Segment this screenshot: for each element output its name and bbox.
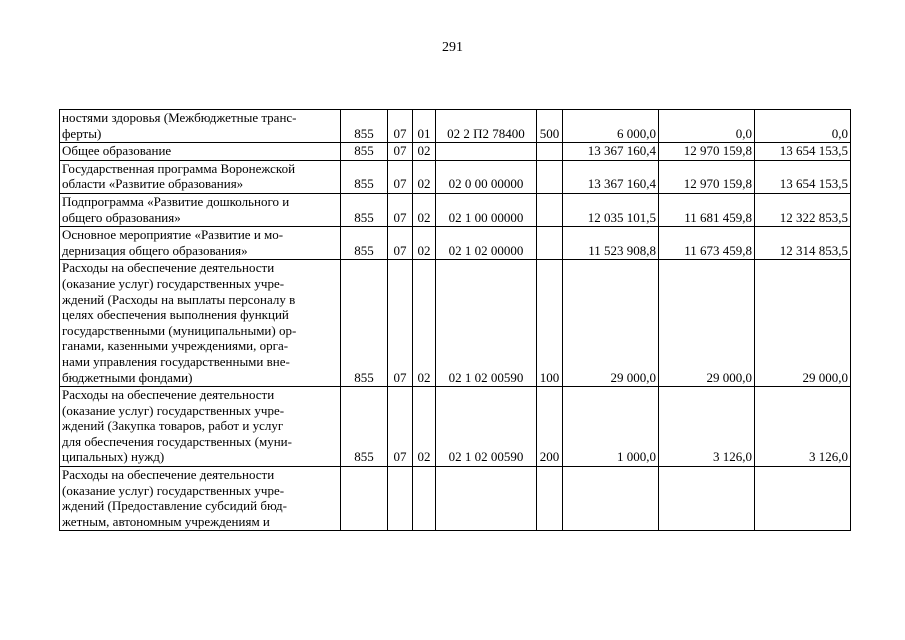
row-target-article: 02 1 02 00590	[436, 387, 537, 467]
row-target-article: 02 2 П2 78400	[436, 110, 537, 143]
row-amount-year-2: 12 970 159,8	[659, 143, 755, 161]
row-grbs-code: 855	[341, 260, 388, 387]
table-row	[60, 387, 851, 467]
row-grbs-code: 855	[341, 193, 388, 226]
row-subsection-code: 02	[413, 387, 436, 467]
row-expense-type	[537, 227, 563, 260]
row-name: ностями здоровья (Межбюджетные транс- ферты)	[60, 110, 341, 143]
row-name: Подпрограмма «Развитие дошкольного и общего образования»	[60, 193, 341, 226]
table-row	[60, 467, 851, 531]
row-amount-year-1: 29 000,0	[563, 260, 659, 387]
row-section-code: 07	[388, 227, 413, 260]
row-amount-year-3: 12 322 853,5	[755, 193, 851, 226]
row-name: Расходы на обеспечение деятельности (оказание услуг) государственных учре- ждений (Расходы на выплаты персоналу в целях обеспечения выполнения функций государственными (муниципальными) ор- ганами, казенными учреждениями, орга- нами управления государственными вне- бюджетными фондами)	[60, 260, 341, 387]
row-subsection-code: 02	[413, 143, 436, 161]
row-expense-type	[537, 193, 563, 226]
row-name: Основное мероприятие «Развитие и мо- дернизация общего образования»	[60, 227, 341, 260]
row-section-code: 07	[388, 110, 413, 143]
row-amount-year-2: 29 000,0	[659, 260, 755, 387]
row-amount-year-1	[563, 467, 659, 531]
budget-table	[59, 109, 851, 531]
row-grbs-code: 855	[341, 110, 388, 143]
row-amount-year-3: 12 314 853,5	[755, 227, 851, 260]
page-number: 291	[442, 40, 463, 55]
row-subsection-code: 02	[413, 160, 436, 193]
row-amount-year-2: 3 126,0	[659, 387, 755, 467]
row-amount-year-1: 1 000,0	[563, 387, 659, 467]
row-target-article: 02 1 02 00000	[436, 227, 537, 260]
row-subsection-code: 02	[413, 227, 436, 260]
table-row	[60, 160, 851, 193]
row-amount-year-3: 13 654 153,5	[755, 160, 851, 193]
row-expense-type	[537, 160, 563, 193]
table-row	[60, 193, 851, 226]
row-name: Расходы на обеспечение деятельности (оказание услуг) государственных учре- ждений (Предоставление субсидий бюд- жетным, автономным учреждениям и	[60, 467, 341, 531]
row-target-article: 02 0 00 00000	[436, 160, 537, 193]
row-section-code: 07	[388, 387, 413, 467]
row-grbs-code	[341, 467, 388, 531]
row-amount-year-1: 13 367 160,4	[563, 160, 659, 193]
row-amount-year-2: 12 970 159,8	[659, 160, 755, 193]
row-amount-year-3: 3 126,0	[755, 387, 851, 467]
row-section-code: 07	[388, 160, 413, 193]
row-section-code	[388, 467, 413, 531]
row-amount-year-3: 0,0	[755, 110, 851, 143]
row-target-article: 02 1 02 00590	[436, 260, 537, 387]
row-target-article: 02 1 00 00000	[436, 193, 537, 226]
row-amount-year-1: 11 523 908,8	[563, 227, 659, 260]
row-expense-type	[537, 143, 563, 161]
row-grbs-code: 855	[341, 387, 388, 467]
row-amount-year-2	[659, 467, 755, 531]
row-name: Государственная программа Воронежской области «Развитие образования»	[60, 160, 341, 193]
row-subsection-code: 02	[413, 260, 436, 387]
table-body	[60, 110, 851, 531]
row-section-code: 07	[388, 193, 413, 226]
row-amount-year-2: 11 681 459,8	[659, 193, 755, 226]
row-subsection-code	[413, 467, 436, 531]
row-subsection-code: 01	[413, 110, 436, 143]
row-amount-year-3: 13 654 153,5	[755, 143, 851, 161]
row-name: Общее образование	[60, 143, 341, 161]
row-name: Расходы на обеспечение деятельности (оказание услуг) государственных учре- ждений (Закупка товаров, работ и услуг для обеспечения государственных (муни- ципальных) нужд)	[60, 387, 341, 467]
row-target-article	[436, 467, 537, 531]
row-grbs-code: 855	[341, 160, 388, 193]
row-amount-year-3	[755, 467, 851, 531]
row-amount-year-3: 29 000,0	[755, 260, 851, 387]
row-amount-year-1: 6 000,0	[563, 110, 659, 143]
row-target-article	[436, 143, 537, 161]
row-grbs-code: 855	[341, 143, 388, 161]
table-row	[60, 227, 851, 260]
row-grbs-code: 855	[341, 227, 388, 260]
row-amount-year-1: 13 367 160,4	[563, 143, 659, 161]
row-section-code: 07	[388, 143, 413, 161]
table-row	[60, 143, 851, 161]
row-expense-type: 100	[537, 260, 563, 387]
table-row	[60, 110, 851, 143]
row-amount-year-2: 0,0	[659, 110, 755, 143]
row-section-code: 07	[388, 260, 413, 387]
row-amount-year-1: 12 035 101,5	[563, 193, 659, 226]
row-expense-type: 200	[537, 387, 563, 467]
row-subsection-code: 02	[413, 193, 436, 226]
row-expense-type: 500	[537, 110, 563, 143]
table-row	[60, 260, 851, 387]
row-amount-year-2: 11 673 459,8	[659, 227, 755, 260]
row-expense-type	[537, 467, 563, 531]
